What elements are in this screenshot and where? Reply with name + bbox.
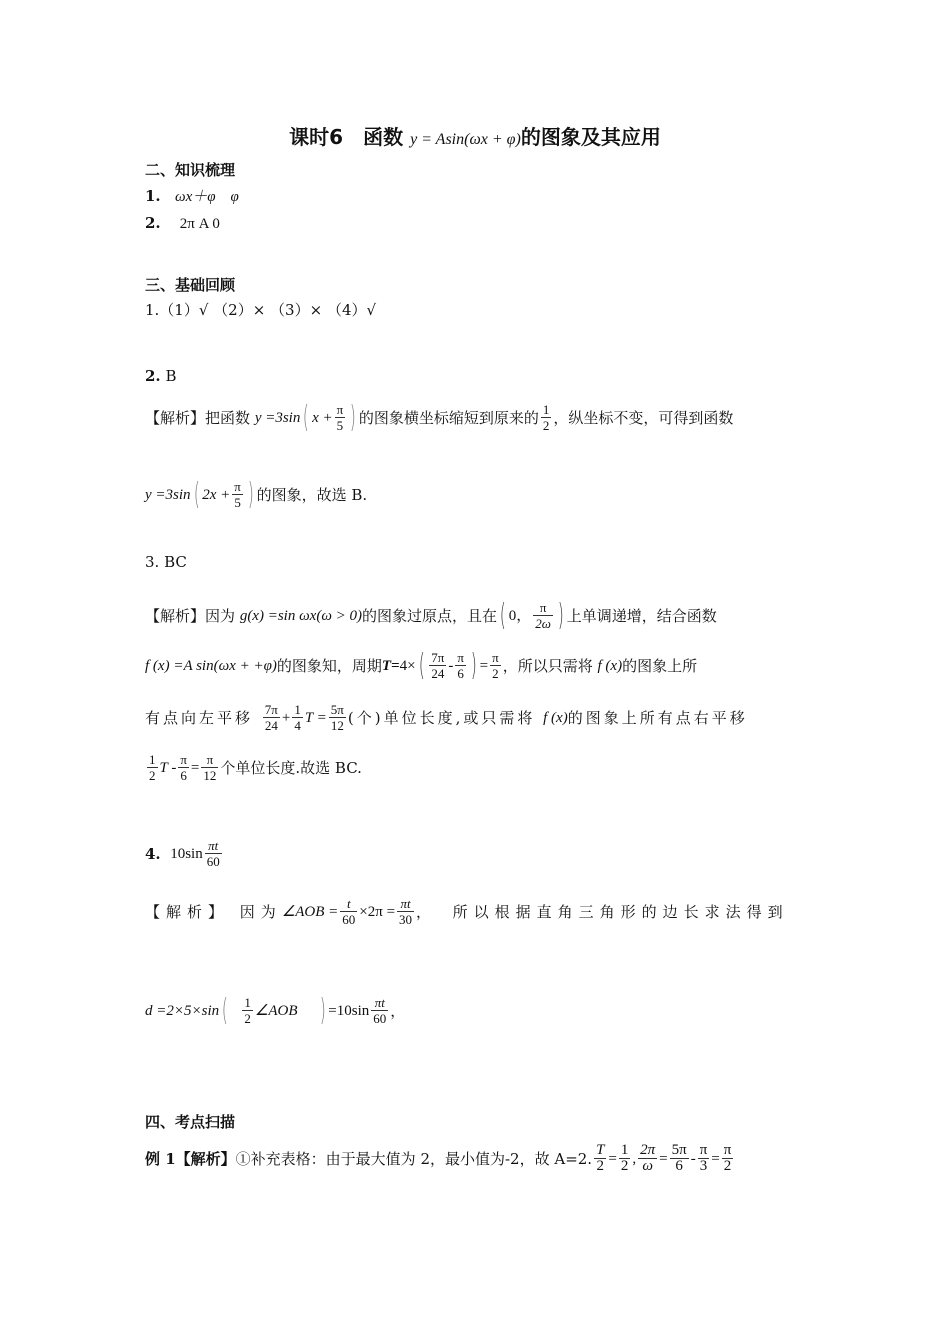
fraction: $\frac{1}{2}$ (620, 1142, 629, 1174)
page-title (0, 122, 950, 155)
fraction: $\frac{\pi t}{60}$ (373, 995, 387, 1026)
review-answer-1: 1.（1）√ （2）× （3）× （4）√ (145, 301, 377, 319)
title-formula: y = Asin(ωx + φ) (410, 131, 521, 148)
fraction: $\frac{\pi}{6}$ (457, 650, 464, 681)
section-heading-knowledge: 二、知识梳理 (145, 161, 236, 179)
fraction: $\frac{1}{2}$ (244, 995, 251, 1026)
title-suffix: 的图象及其应用 (520, 125, 661, 149)
fraction: $\frac{\pi}{2\omega}$ (535, 600, 551, 631)
fraction: $\frac{\pi}{2}$ (492, 650, 499, 681)
q3-explanation-line3: 有点向左平移 $\frac{7\pi}{24}$ + $\frac{1}{4}$ T = $\frac{5\pi}{12}$ (个)单位长度,或只需将 f (x) 的图象上所有点右平移 (145, 702, 748, 733)
fraction: $\frac{t}{60}$ (342, 896, 356, 927)
fraction: $\frac{7\pi}{24}$ (264, 702, 278, 733)
fraction: $\frac{5\pi}{12}$ (330, 702, 344, 733)
review-answer-2: 2. B (145, 367, 177, 385)
fraction: $\frac{1}{2}$ (149, 752, 156, 783)
fraction: $\frac{T}{2}$ (596, 1142, 605, 1174)
fraction: $\frac{2\pi}{\omega}$ (640, 1142, 656, 1174)
q3-explanation-line1: 【解析】 因为 g(x) =sin ωx(ω > 0) 的图象过原点，且在 ( 0， $\frac{\pi}{2\omega}$ ) 上单调递增，结合函数 (145, 597, 717, 633)
fraction: $\frac{\pi}{12}$ (203, 752, 217, 783)
knowledge-item-1: 1. ωx＋φ φ (145, 187, 239, 205)
review-answer-4: 4. 10sin $\frac{\pi t}{60}$ (145, 838, 220, 869)
fraction: $\frac{1}{4}$ (294, 702, 301, 733)
fraction: $\frac{\pi}{2}$ (723, 1142, 732, 1174)
fraction: $\frac{7\pi}{24}$ (431, 650, 445, 681)
fraction: $\frac{\pi t}{60}$ (206, 838, 220, 869)
fraction: $\frac{\pi}{5}$ (234, 479, 241, 510)
knowledge-item-2: 2. 2π A 0 (145, 214, 220, 232)
q2-explanation-line2: y =3sin ( 2x + $\frac{\pi}{5}$ ) 的图象，故选 B. (145, 476, 368, 512)
fraction: $\frac{\pi}{6}$ (180, 752, 187, 783)
q3-explanation-line2: f (x) =A sin(ωx + +φ) 的图象知，周期 T= 4× ( $\frac{7\pi}{24}$ - $\frac{\pi}{6}$ ) = $\frac{\pi}{2}$ ，所以只需将 f (x) 的图象上所 (145, 647, 698, 683)
section-heading-review: 三、基础回顾 (145, 276, 236, 294)
q3-explanation-line4: $\frac{1}{2}$ T - $\frac{\pi}{6}$ = $\frac{\pi}{12}$ 个单位长度.故选 BC. (149, 752, 362, 783)
section-heading-scan: 四、考点扫描 (145, 1113, 236, 1131)
review-answer-3: 3. BC (145, 553, 187, 571)
fraction: $\frac{1}{2}$ (542, 402, 550, 433)
q2-explanation-line1: 【解析】 把函数 y =3sin ( x + $\frac{\pi}{5}$ ) 的图象横坐标缩短到原来的 $\frac{1}{2}$ ，纵坐标不变，可得到函数 (145, 399, 734, 435)
fraction: $\frac{\pi}{5}$ (336, 402, 344, 433)
fraction: $\frac{\pi}{3}$ (699, 1142, 708, 1174)
q4-explanation-line2: d =2×5×sin ( $\frac{1}{2}$ ∠AOB ) =10sin $\frac{\pi t}{60}$ ， (145, 992, 406, 1028)
fraction: $\frac{5\pi}{6}$ (671, 1142, 687, 1174)
example-1-line: 例 1【解析】 ①补充表格：由于最大值为 2，最小值为-2，故 A=2. $\frac{T}{2}$ = $\frac{1}{2}$ , $\frac{2\pi}{\omega}$ = $\frac{5\pi}{6}$ - $\frac{\pi}{3}$ = $\frac{\pi}{2}$ (145, 1142, 732, 1174)
title-prefix: 课时6 函数 (289, 125, 404, 149)
q4-explanation-line1: 【解析】 因为 ∠AOB = $\frac{t}{60}$ ×2π = $\frac{\pi t}{30}$ ， 所以根据直角三角形的边长求法得到 (145, 896, 789, 927)
fraction: $\frac{\pi t}{30}$ (399, 896, 413, 927)
